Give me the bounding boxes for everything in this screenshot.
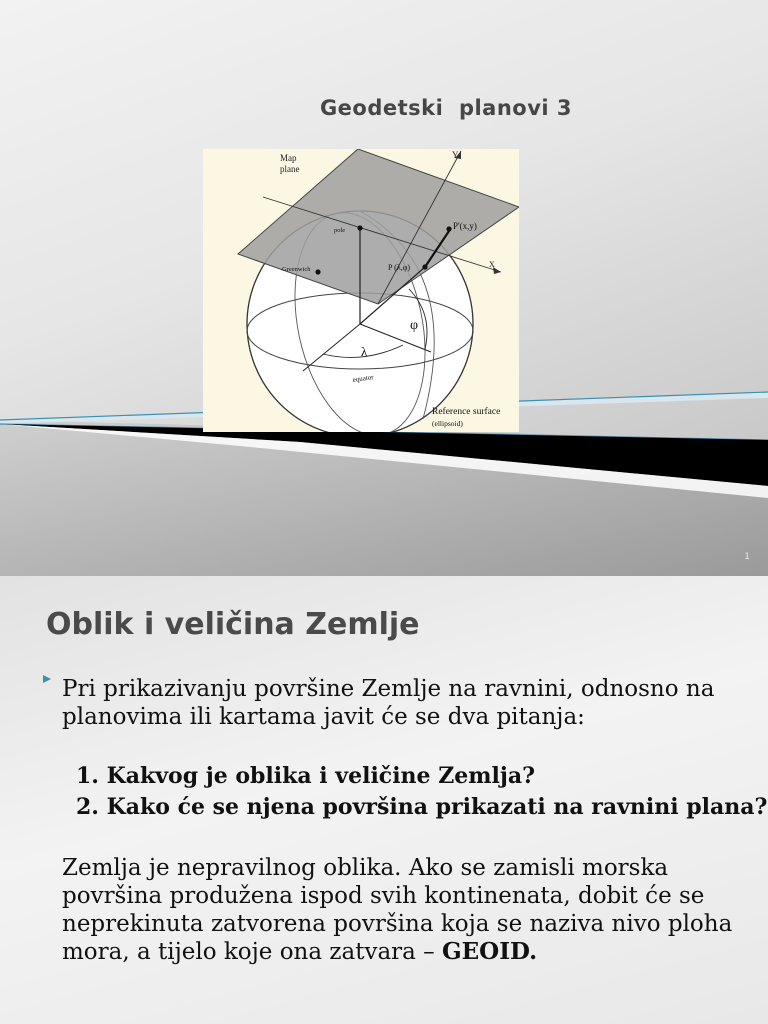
question-1: 1. Kakvog je oblika i veličine Zemlja? [76, 763, 536, 789]
label-equator: equator [352, 373, 375, 384]
label-lambda: λ [361, 344, 368, 359]
label-point-projected: P'(x,y) [453, 221, 477, 231]
slide-number: 1 [744, 552, 750, 562]
slide-2-title: Oblik i veličina Zemlje [46, 607, 420, 642]
slide-2 [0, 576, 768, 1024]
geoid-text: Zemlja je nepravilnog oblika. Ako se zamisli morska površina produžena ispod svih kontinenata, dobit će se neprekinuta zatvorena površina koja se naziva nivo ploha mora, a tijelo koje ona zatvara – [62, 855, 733, 965]
label-point-surface: P (λ,φ) [388, 263, 410, 272]
label-axis-y: Y [452, 150, 459, 160]
bullet-arrow-icon [42, 674, 52, 684]
question-2: 2. Kako će se njena površina prikazati na ravnini plana? [76, 794, 768, 820]
label-phi: φ [410, 318, 419, 333]
slide-1-title: Geodetski planovi 3 [319, 96, 573, 120]
intro-paragraph: Pri prikazivanju površine Zemlje na ravnini, odnosno na planovima ili kartama javit će se dva pitanja: [62, 676, 715, 730]
label-axis-x: X [489, 260, 495, 269]
label-greenwich: Greenwich [282, 266, 311, 273]
label-pole: pole [334, 227, 346, 234]
geoid-paragraph [62, 854, 762, 966]
label-map: Map [280, 153, 297, 163]
geodetic-projection-figure [203, 149, 519, 432]
label-plane: plane [280, 164, 300, 174]
geoid-term: GEOID. [442, 938, 538, 965]
label-reference-surface: Reference surface [432, 407, 501, 417]
label-ellipsoid: (ellipsoid) [432, 419, 463, 428]
